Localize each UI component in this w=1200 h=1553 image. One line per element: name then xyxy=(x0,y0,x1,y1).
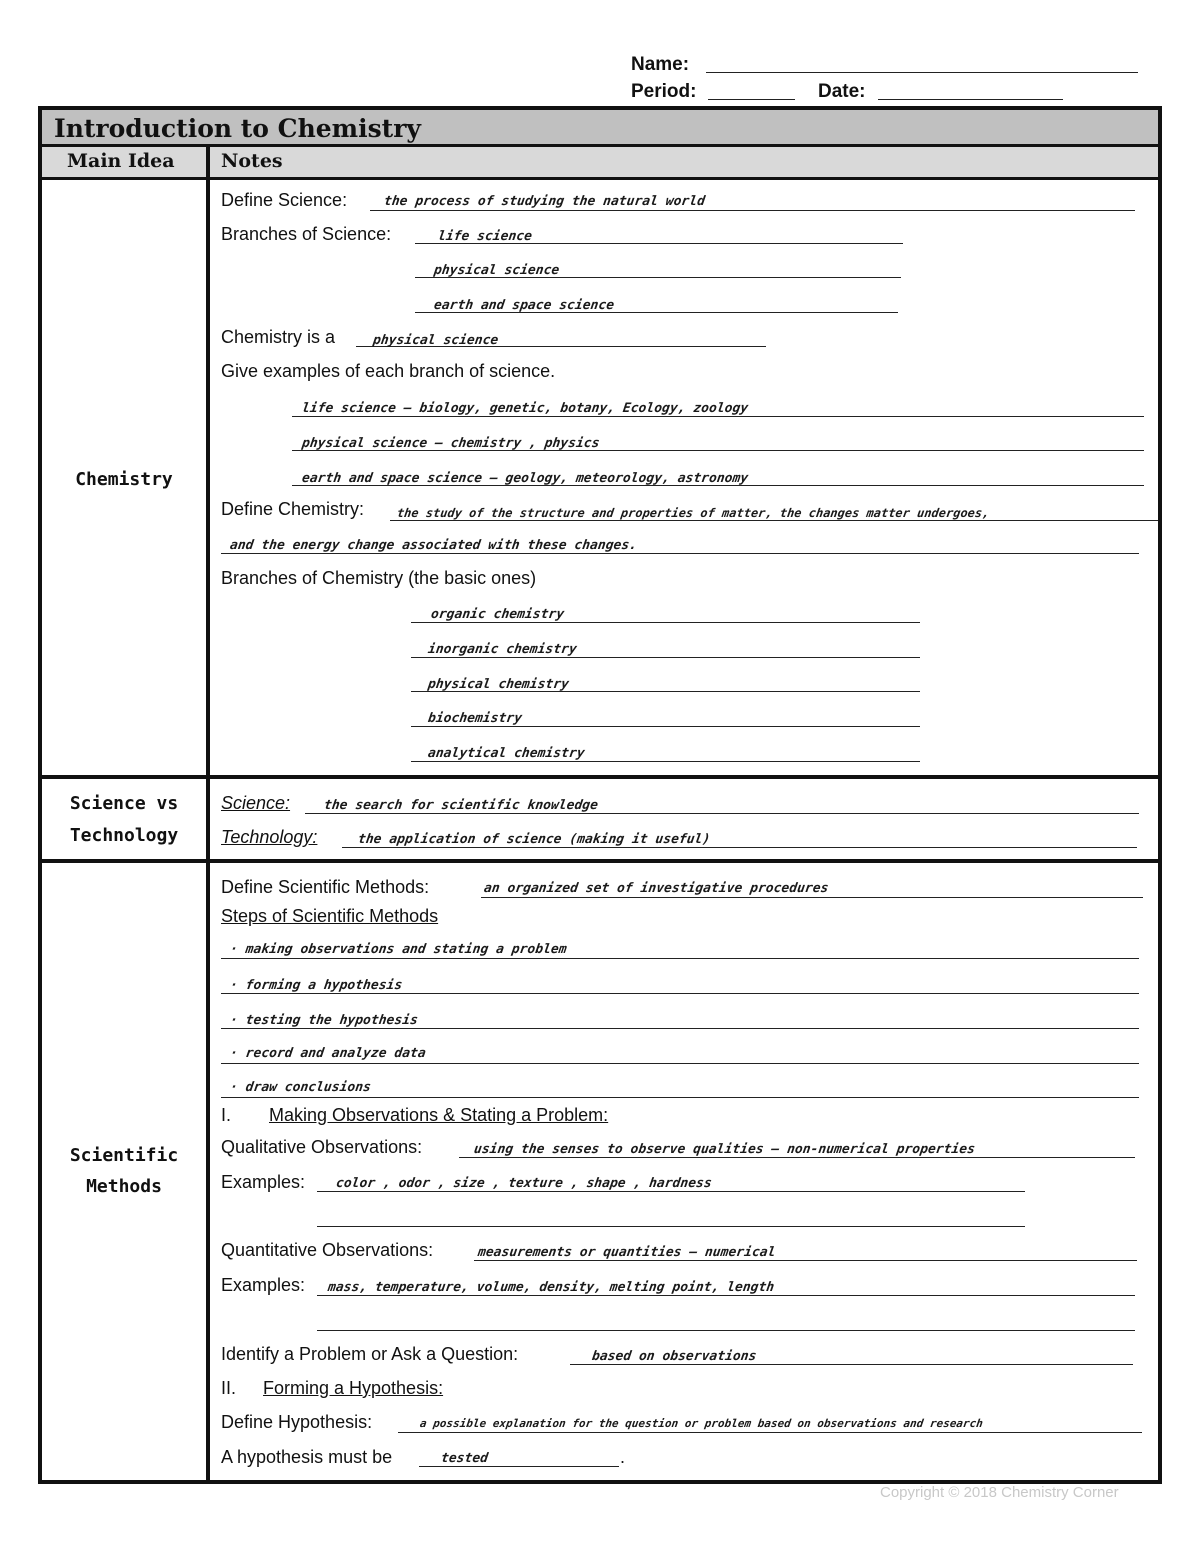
qual-examples-answer: color , odor , size , texture , shape , hardness xyxy=(334,1176,713,1191)
quant-examples-label: Examples: xyxy=(221,1275,306,1295)
quant-examples-line[interactable] xyxy=(317,1330,1135,1331)
column-divider xyxy=(206,147,210,1480)
quantitative-answer: measurements or quantities – numerical xyxy=(476,1245,777,1260)
must-be-label: A hypothesis must be xyxy=(221,1447,393,1467)
steps-label: Steps of Scientific Methods xyxy=(221,906,439,926)
chem-branch-line[interactable] xyxy=(411,761,920,762)
example-answer: earth and space science – geology, meteorology, astronomy xyxy=(300,471,750,486)
chem-branch-answer: physical chemistry xyxy=(426,677,570,692)
name-field[interactable] xyxy=(706,72,1138,73)
example-answer: life science – biology, genetic, botany, Ecology, zoology xyxy=(300,401,750,416)
part1-title: Making Observations & Stating a Problem: xyxy=(269,1105,609,1125)
define-methods-answer: an organized set of investigative procedures xyxy=(482,881,830,896)
example-line[interactable] xyxy=(292,416,1144,417)
example-answer: physical science – chemistry , physics xyxy=(300,436,601,451)
row-divider xyxy=(42,859,1158,863)
define-chem-answer: the study of the structure and properties of matter, the changes matter undergoes, xyxy=(396,506,991,520)
period-label: Period: xyxy=(631,81,697,102)
step-answer: · draw conclusions xyxy=(228,1080,372,1095)
date-field[interactable] xyxy=(878,99,1063,100)
chem-branch-answer: analytical chemistry xyxy=(426,746,586,761)
branch-answer: life science xyxy=(436,229,533,244)
chem-branch-answer: inorganic chemistry xyxy=(426,642,578,657)
technology-line[interactable] xyxy=(342,847,1137,848)
period-field[interactable] xyxy=(708,99,795,100)
problem-label: Identify a Problem or Ask a Question: xyxy=(221,1344,519,1364)
branch-answer: earth and space science xyxy=(432,298,616,313)
hypothesis-line[interactable] xyxy=(398,1432,1142,1433)
copyright: Copyright © 2018 Chemistry Corner xyxy=(880,1484,1119,1501)
define-methods-line[interactable] xyxy=(481,897,1143,898)
step-answer: · making observations and stating a problem xyxy=(228,942,568,957)
must-be-answer: tested xyxy=(439,1451,490,1466)
define-chem-answer: and the energy change associated with these changes. xyxy=(228,538,639,553)
define-methods-label: Define Scientific Methods: xyxy=(221,877,430,897)
problem-answer: based on observations xyxy=(590,1349,758,1364)
hypothesis-answer: a possible explanation for the question or problem based on observations and research xyxy=(419,1417,984,1430)
define-chem-line[interactable] xyxy=(390,520,1158,521)
quant-examples-answer: mass, temperature, volume, density, melting point, length xyxy=(326,1280,776,1295)
qual-examples-label: Examples: xyxy=(221,1172,306,1192)
qualitative-line[interactable] xyxy=(459,1157,1135,1158)
part2-number: II. xyxy=(221,1378,237,1398)
qualitative-label: Qualitative Observations: xyxy=(221,1137,423,1157)
define-science-line[interactable] xyxy=(370,210,1135,211)
chem-is-answer: physical science xyxy=(371,333,500,348)
step-line[interactable] xyxy=(221,1063,1139,1064)
step-line[interactable] xyxy=(221,958,1139,959)
chem-branch-line[interactable] xyxy=(411,726,920,727)
main-idea-methods: Methods xyxy=(86,1176,162,1197)
quantitative-line[interactable] xyxy=(474,1260,1137,1261)
step-answer: · forming a hypothesis xyxy=(228,978,404,993)
technology-answer: the application of science (making it useful) xyxy=(356,832,712,847)
qual-examples-line[interactable] xyxy=(317,1226,1025,1227)
main-idea-science-vs: Science vs xyxy=(69,793,179,814)
must-be-period: . xyxy=(620,1447,626,1467)
hypothesis-label: Define Hypothesis: xyxy=(221,1412,373,1432)
chem-branch-answer: organic chemistry xyxy=(429,607,566,622)
chem-branch-line[interactable] xyxy=(411,622,920,623)
define-chem-line[interactable] xyxy=(221,553,1139,554)
step-line[interactable] xyxy=(221,1028,1139,1029)
name-label: Name: xyxy=(631,54,690,75)
step-line[interactable] xyxy=(221,1097,1139,1098)
step-line[interactable] xyxy=(221,993,1139,994)
step-answer: · record and analyze data xyxy=(228,1046,427,1061)
quantitative-label: Quantitative Observations: xyxy=(221,1240,434,1260)
must-be-line[interactable] xyxy=(419,1466,619,1467)
science-line[interactable] xyxy=(305,813,1139,814)
science-answer: the search for scientific knowledge xyxy=(322,798,599,813)
chem-is-label: Chemistry is a xyxy=(221,327,336,347)
technology-label: Technology: xyxy=(221,827,318,847)
notes-header: Notes xyxy=(221,150,283,172)
quant-examples-line[interactable] xyxy=(317,1295,1135,1296)
qual-examples-line[interactable] xyxy=(317,1191,1025,1192)
chem-branches-label: Branches of Chemistry (the basic ones) xyxy=(221,568,537,588)
main-idea-header: Main Idea xyxy=(67,150,175,172)
chem-branch-line[interactable] xyxy=(411,657,920,658)
main-idea-technology: Technology xyxy=(69,825,179,846)
part2-title: Forming a Hypothesis: xyxy=(263,1378,444,1398)
science-label: Science: xyxy=(221,793,291,813)
page-title: Introduction to Chemistry xyxy=(54,114,421,143)
main-idea-scientific: Scientific xyxy=(69,1145,179,1166)
step-answer: · testing the hypothesis xyxy=(228,1013,419,1028)
branches-label: Branches of Science: xyxy=(221,224,392,244)
date-label: Date: xyxy=(818,81,866,102)
row-divider xyxy=(42,775,1158,779)
examples-label: Give examples of each branch of science. xyxy=(221,361,556,381)
chem-branch-answer: biochemistry xyxy=(426,711,523,726)
define-science-answer: the process of studying the natural world xyxy=(382,194,706,209)
part1-number: I. xyxy=(221,1105,232,1125)
define-science-label: Define Science: xyxy=(221,190,348,210)
define-chem-label: Define Chemistry: xyxy=(221,499,365,519)
main-idea-chemistry: Chemistry xyxy=(75,469,173,490)
qualitative-answer: using the senses to observe qualities – non-numerical properties xyxy=(472,1142,976,1157)
branch-answer: physical science xyxy=(432,263,561,278)
problem-line[interactable] xyxy=(570,1364,1133,1365)
